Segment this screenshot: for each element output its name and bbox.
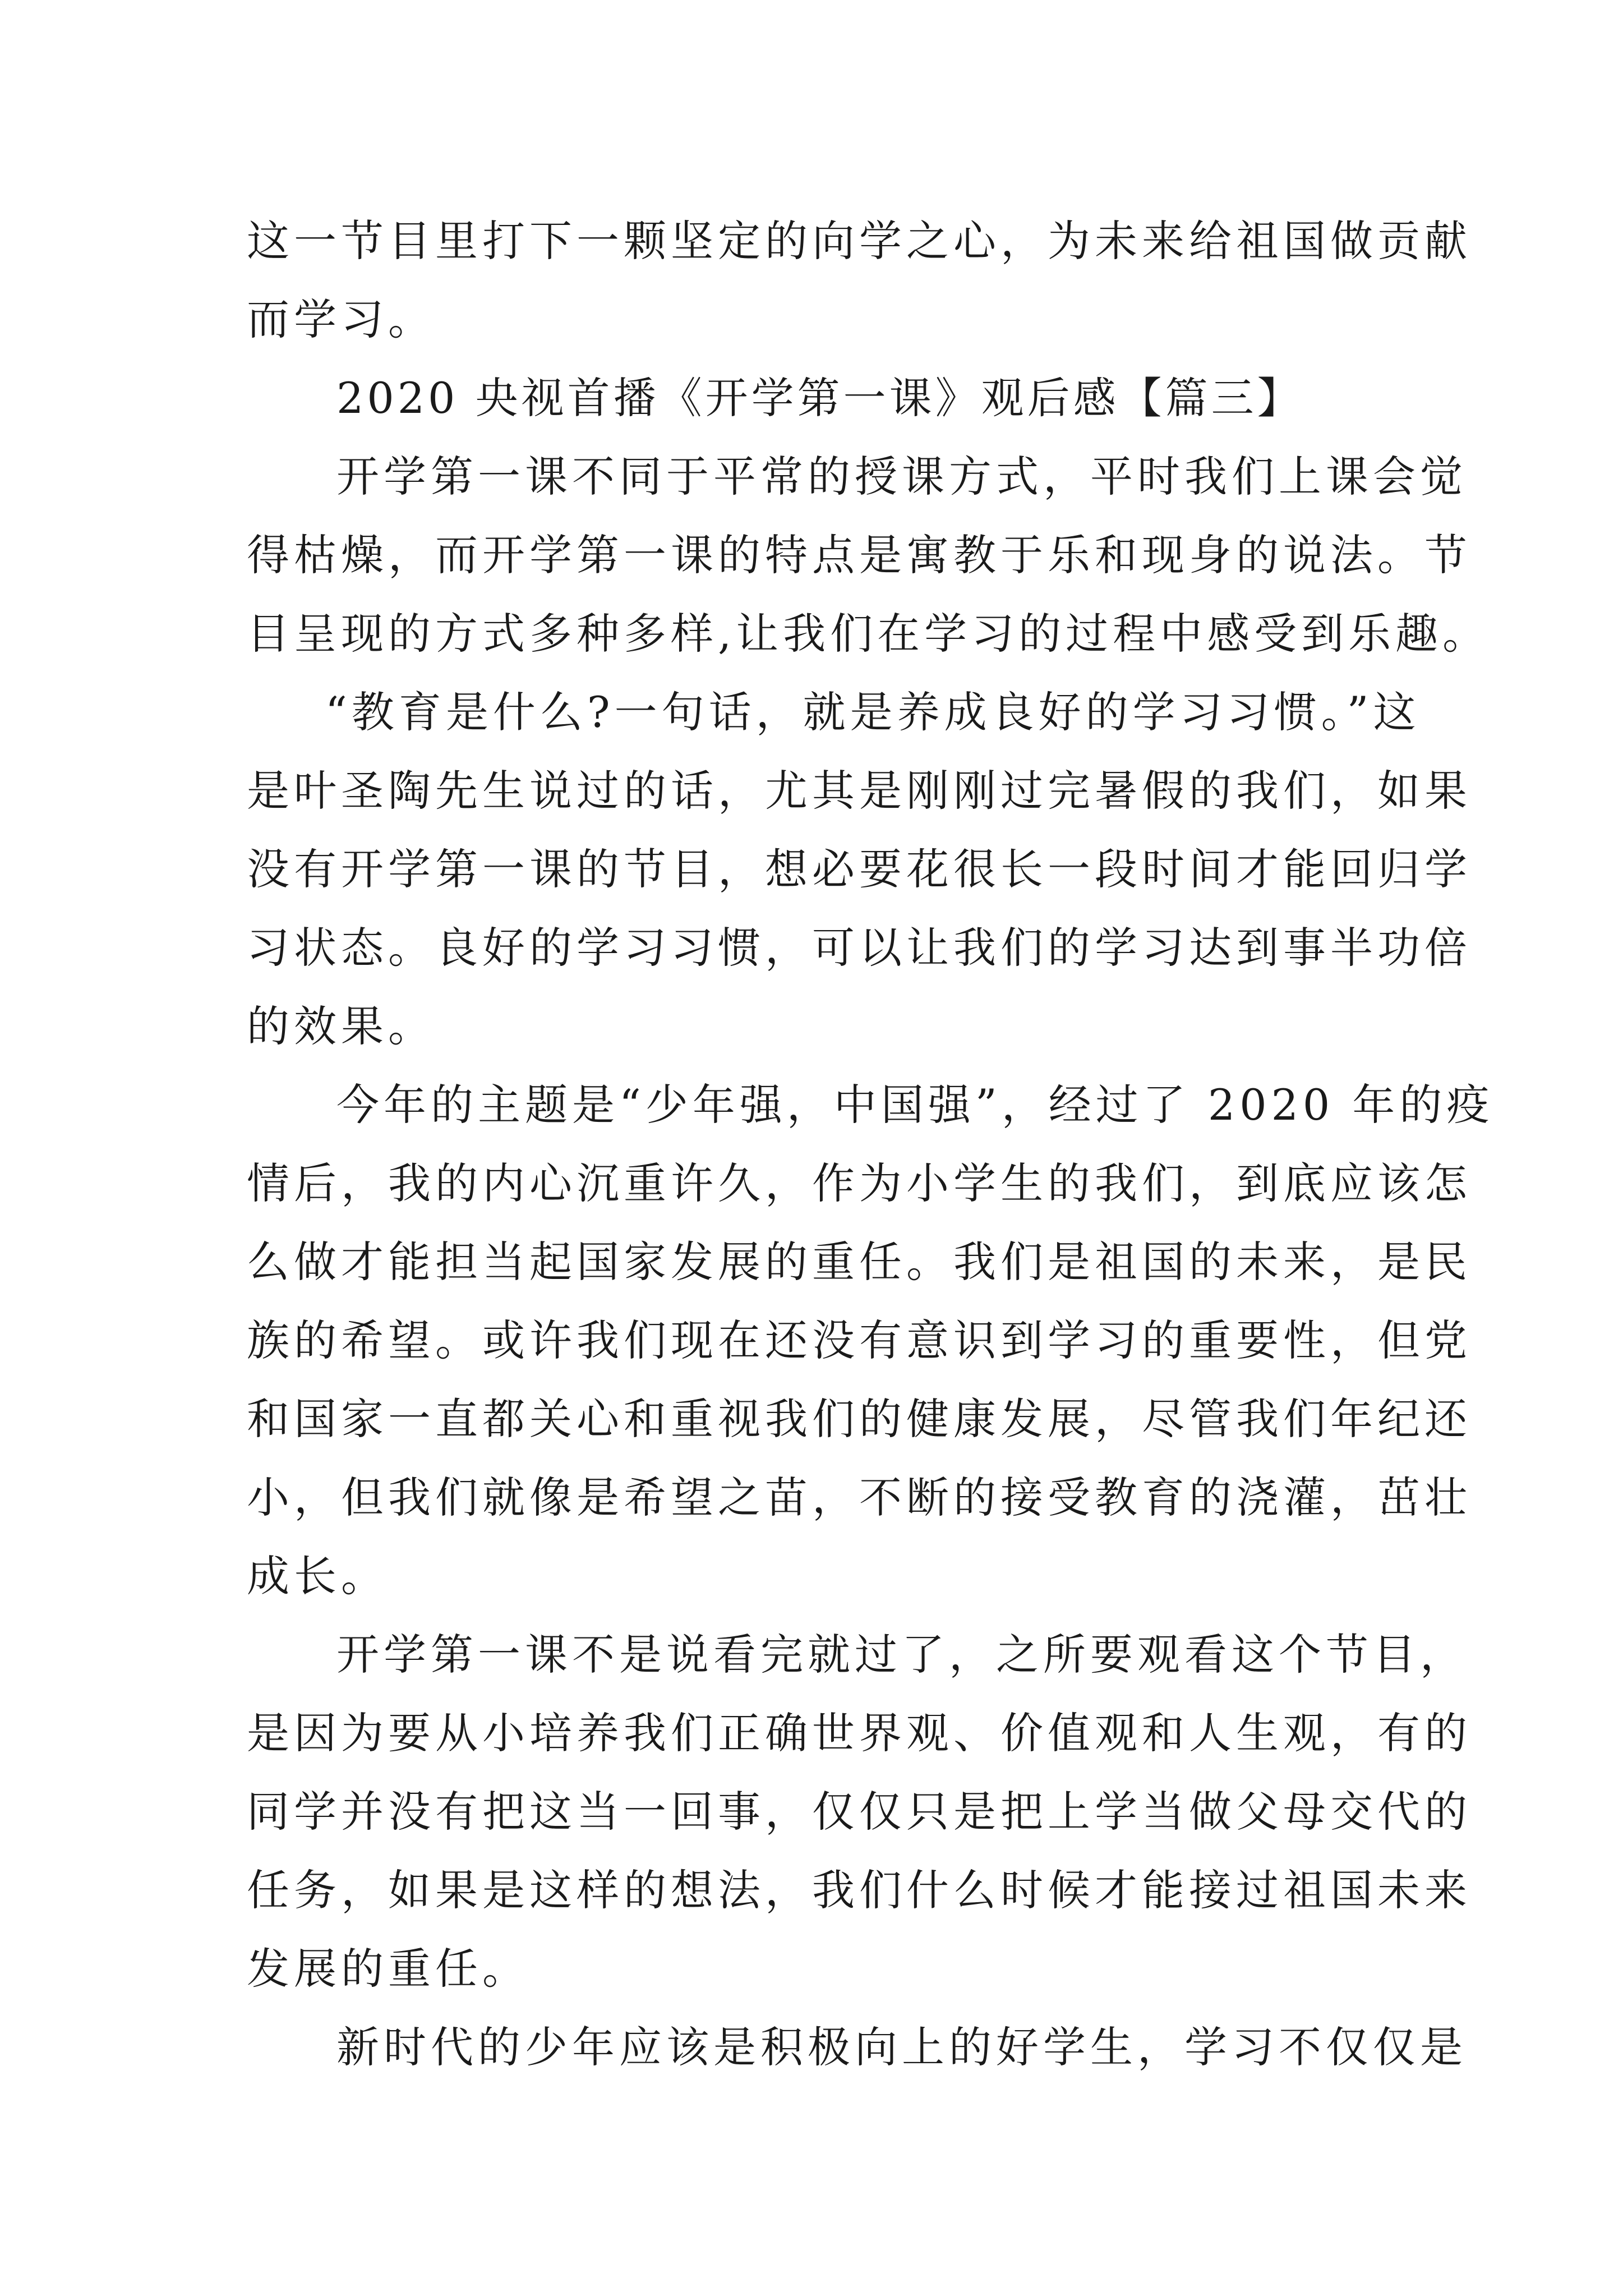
text-line: 没有开学第一课的节目，想必要花很长一段时间才能回归学 <box>247 844 1472 894</box>
text-line: 情后，我的内心沉重许久，作为小学生的我们，到底应该怎 <box>247 1158 1472 1208</box>
text-line: 任务，如果是这样的想法，我们什么时候才能接过祖国未来 <box>247 1865 1472 1915</box>
text-line: 族的希望。或许我们现在还没有意识到学习的重要性，但党 <box>247 1315 1472 1365</box>
text-line: 同学并没有把这当一回事，仅仅只是把上学当做父母交代的 <box>247 1787 1472 1837</box>
text-line: 小，但我们就像是希望之苗，不断的接受教育的浇灌，茁壮 <box>247 1473 1472 1522</box>
text-line: 得枯燥，而开学第一课的特点是寓教于乐和现身的说法。节 <box>247 530 1472 580</box>
text-line: 发展的重任。 <box>247 1944 529 1994</box>
text-line: 目呈现的方式多种多样,让我们在学习的过程中感受到乐趣。 <box>247 609 1490 659</box>
text-line: 习状态。良好的学习习惯，可以让我们的学习达到事半功倍 <box>247 923 1472 973</box>
text-line: 这一节目里打下一颗坚定的向学之心，为未来给祖国做贡献 <box>247 216 1472 266</box>
text-line: 今年的主题是“少年强，中国强”，经过了 2020 年的疫 <box>336 1080 1494 1130</box>
text-line: 成长。 <box>247 1551 388 1601</box>
text-line: 和国家一直都关心和重视我们的健康发展，尽管我们年纪还 <box>247 1394 1472 1444</box>
text-line: 而学习。 <box>247 295 435 344</box>
text-line: 是因为要从小培养我们正确世界观、价值观和人生观，有的 <box>247 1708 1472 1758</box>
text-line: 是叶圣陶先生说过的话，尤其是刚刚过完暑假的我们，如果 <box>247 766 1472 816</box>
text-line: 开学第一课不是说看完就过了，之所要观看这个节目， <box>336 1630 1467 1680</box>
text-line: 么做才能担当起国家发展的重任。我们是祖国的未来，是民 <box>247 1237 1472 1287</box>
text-line: 开学第一课不同于平常的授课方式，平时我们上课会觉 <box>336 452 1467 501</box>
text-line: “教育是什么?一句话，就是养成良好的学习习惯。”这 <box>325 687 1421 737</box>
text-line: 的效果。 <box>247 1001 435 1051</box>
section-heading: 2020 央视首播《开学第一课》观后感【篇三】 <box>336 373 1303 423</box>
text-line: 新时代的少年应该是积极向上的好学生，学习不仅仅是 <box>336 2022 1467 2072</box>
